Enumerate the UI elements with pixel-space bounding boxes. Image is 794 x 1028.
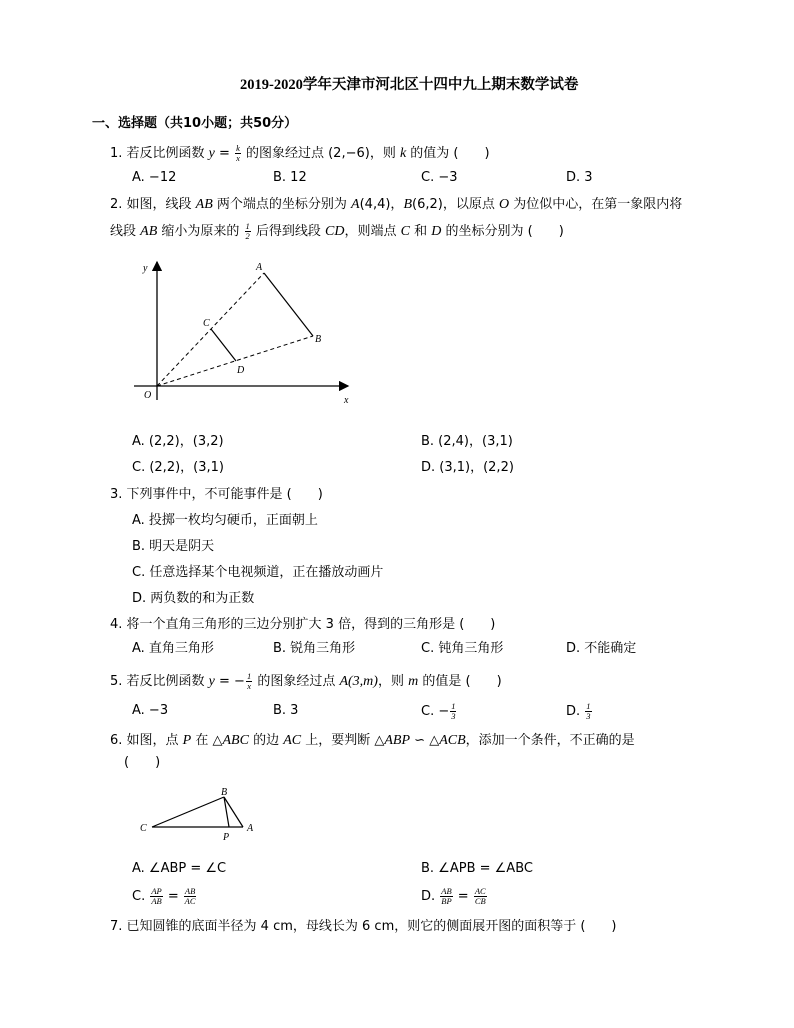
q4-option-d: D. 不能确定	[566, 641, 637, 656]
q5-option-d: D. $\frac{1}{3}$	[566, 701, 591, 721]
question-1: 1. 若反比例函数 y = $\frac{k}{x}$ 的图象经过点 (2,−6)，则 k 的值为 ( )	[110, 143, 490, 163]
label-O: O	[144, 390, 152, 401]
label-A-q6: A	[247, 823, 254, 834]
q3-option-a: A. 投掷一枚均匀硬币，正面朝上	[132, 513, 318, 528]
label-D: D	[237, 365, 245, 376]
label-y: y	[143, 263, 148, 274]
q4-option-c: C. 钝角三角形	[421, 641, 504, 656]
q6-option-d: D. $\frac{AB}{BP}$ = $\frac{AC}{CB}$	[421, 886, 486, 906]
question-7: 7. 已知圆锥的底面半径为 4 cm，母线长为 6 cm，则它的侧面展开图的面积等于 ( )	[110, 919, 617, 934]
page-title: 2019-2020学年天津市河北区十四中九上期末数学试卷	[240, 77, 579, 93]
q6-option-c: C. $\frac{AP}{AB}$ = $\frac{AB}{AC}$	[132, 886, 196, 906]
q1-option-d: D. 3	[566, 170, 593, 185]
question-2-line-1: 2. 如图，线段 AB 两个端点的坐标分别为 A(4,4)，B(6,2)，以原点 O 为位似中心，在第一象限内将	[110, 197, 683, 212]
question-2-line-2: 线段 AB 缩小为原来的 $\frac{1}{2}$ 后得到线段 CD，则端点 C 和 D 的坐标分别为 ( )	[110, 221, 564, 241]
fraction-one-third: $\frac{1}{3}$	[451, 701, 456, 721]
label-P-q6: P	[223, 832, 230, 843]
q4-option-b: B. 锐角三角形	[273, 641, 356, 656]
label-B-q6: B	[221, 787, 228, 798]
q2-option-c: C. (2,2)，(3,1)	[132, 460, 224, 475]
segment-OB-dashed	[157, 336, 313, 386]
q3-option-c: C. 任意选择某个电视频道，正在播放动画片	[132, 565, 384, 580]
label-C: C	[203, 318, 210, 329]
fraction-one-over-x: $\frac{1}{x}$	[246, 671, 252, 691]
q3-option-b: B. 明天是阴天	[132, 539, 215, 554]
segment-AB	[264, 273, 313, 336]
q1-option-b: B. 12	[273, 170, 307, 185]
question-4: 4. 将一个直角三角形的三边分别扩大 3 倍，得到的三角形是 ( )	[110, 617, 496, 632]
q2-option-b: B. (2,4)，(3,1)	[421, 434, 513, 449]
q5-option-a: A. −3	[132, 703, 169, 718]
q3-option-d: D. 两负数的和为正数	[132, 591, 255, 606]
fraction-one-half: $\frac{1}{2}$	[245, 221, 250, 241]
q2-option-d: D. (3,1)，(2,2)	[421, 460, 514, 475]
q6-option-b: B. ∠APB = ∠ABC	[421, 861, 533, 876]
segment-CD	[211, 329, 236, 361]
label-B: B	[315, 334, 322, 345]
q5-option-b: B. 3	[273, 703, 299, 718]
question-3: 3. 下列事件中，不可能事件是 ( )	[110, 487, 323, 502]
q5-option-c: C. − $\frac{1}{3}$	[421, 701, 456, 721]
fraction-k-over-x: $\frac{k}{x}$	[236, 143, 240, 163]
fraction-one-third-d: $\frac{1}{3}$	[586, 701, 591, 721]
question-5: 5. 若反比例函数 y = − $\frac{1}{x}$ 的图象经过点 A(3,m)，则 m 的值是 ( )	[110, 671, 502, 691]
q1-option-c: C. −3	[421, 170, 458, 185]
label-C-q6: C	[140, 823, 147, 834]
triangle-side-CB	[152, 797, 224, 827]
section-heading: 一、选择题（共10小题；共50分）	[92, 116, 298, 131]
question-6-line-2: ( )	[124, 755, 161, 770]
label-A: A	[256, 262, 263, 273]
question-6-line-1: 6. 如图，点 P 在 △ABC 的边 AC 上，要判断 △ABP ∽ △ACB，添加一个条件，不正确的是	[110, 733, 635, 748]
q1-option-a: A. −12	[132, 170, 177, 185]
label-x: x	[344, 395, 349, 406]
q6-option-a: A. ∠ABP = ∠C	[132, 861, 227, 876]
q2-option-a: A. (2,2)，(3,2)	[132, 434, 224, 449]
q4-option-a: A. 直角三角形	[132, 641, 214, 656]
